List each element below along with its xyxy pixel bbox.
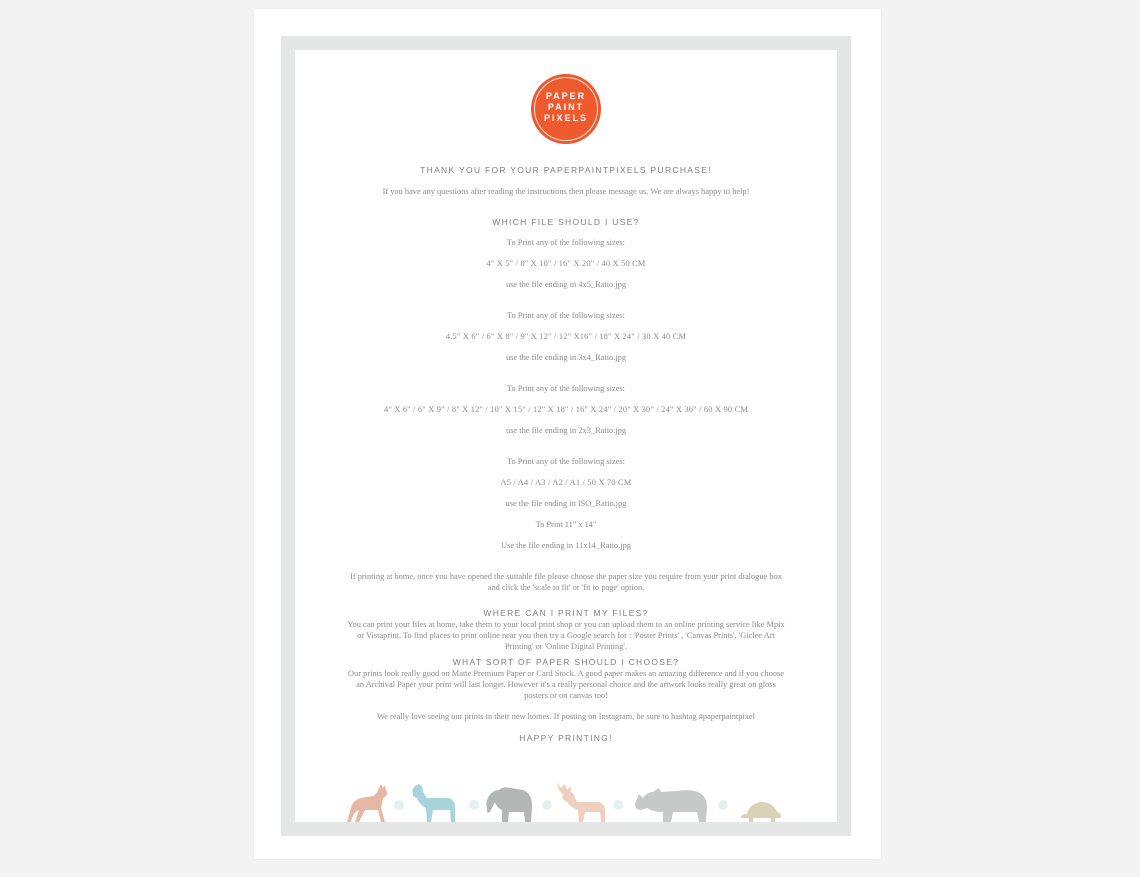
group-file: use the file ending in ISO_Ratio.jpg: [505, 499, 627, 508]
extra-file: Use the file ending in 11x14_Ratio.jpg: [501, 541, 631, 550]
group-lead: To Print any of the following sizes:: [506, 238, 626, 247]
print-sheet: [254, 9, 881, 859]
extra-lead: To Print 11" x 14": [535, 520, 597, 529]
group-file: use the file ending in 4x5_Ratio.jpg: [505, 280, 627, 289]
where-heading: WHERE CAN I PRINT MY FILES?: [483, 608, 649, 618]
print-frame: [281, 36, 851, 836]
intro-text: If you have any questions after reading the instructions then please message us. We are always happy to help!: [382, 187, 750, 196]
home-print-text: If printing at home, once you have opened the suitable file please choose the paper size you require from your print dialogue box and click the 'scale to fit' or 'fit to page' option.: [350, 572, 782, 592]
instruction-page: [295, 50, 837, 822]
elephant-icon: [485, 782, 535, 822]
page-title: THANK YOU FOR YOUR PAPERPAINTPIXELS PURCHASE!: [420, 165, 712, 175]
dot-decoration: [394, 800, 404, 810]
moose-icon: [555, 780, 607, 822]
paperpaintpixels-logo: [531, 74, 601, 144]
group-lead: To Print any of the following sizes:: [506, 457, 626, 466]
instructions-content: [295, 164, 837, 744]
closing-heading: HAPPY PRINTING!: [519, 733, 613, 743]
group-file: use the file ending in 3x4_Ratio.jpg: [505, 353, 627, 362]
group-sizes: 4" X 6" / 6" X 9" / 8" X 12" / 10" X 15" / 12" X 18" / 16" X 24" / 20" X 30" / 24" X 36" / 60 X 90 CM: [383, 405, 749, 414]
which-file-heading: WHICH FILE SHOULD I USE?: [492, 217, 640, 227]
rhino-icon: [633, 782, 709, 822]
paper-heading: WHAT SORT OF PAPER SHOULD I CHOOSE?: [452, 657, 680, 667]
group-sizes: 4.5" X 6" / 6" X 8" / 9" X 12" / 12" X16" / 18" X 24" / 30 X 40 CM: [445, 332, 687, 341]
zebra-icon: [409, 782, 459, 822]
dot-decoration: [469, 800, 479, 810]
cat-icon: [345, 782, 391, 822]
dot-decoration: [718, 800, 728, 810]
logo-text: PAPER PAINT PIXELS: [543, 91, 588, 123]
where-text: You can print your files at home, take them to your local print shop or you can upload them to an online printing service like Mpix or Vistaprint. To find places to print online near you then try a Google search for : 'Poster Prints' , 'Canvas Prints', 'Giclee Art Printing' or 'Online Digital Printing'.: [347, 620, 785, 651]
dot-decoration: [613, 800, 623, 810]
group-sizes: 4" X 5" / 8" X 10" / 16" X 20" / 40 X 50 CM: [486, 259, 646, 268]
group-lead: To Print any of the following sizes:: [506, 384, 626, 393]
animal-border: [295, 772, 837, 822]
dot-decoration: [542, 800, 552, 810]
instagram-text: We really love seeing our prints in their new homes. If posting on Instagram, be sure to hashtag #paperpaintpixel: [377, 712, 755, 721]
group-lead: To Print any of the following sizes:: [506, 311, 626, 320]
group-sizes: A5 / A4 / A3 / A2 / A1 / 50 X 70 CM: [500, 478, 632, 487]
group-file: use the file ending in 2x3_Ratio.jpg: [505, 426, 627, 435]
tortoise-icon: [739, 800, 783, 822]
paper-text: Our prints look really good on Matte Premium Paper or Card Stock. A good paper makes an amazing difference and if you choose an Archival Paper your print will last longer. However it's a really personal choice and the artwork looks really great on gloss posters or on canvas too!: [348, 669, 784, 700]
